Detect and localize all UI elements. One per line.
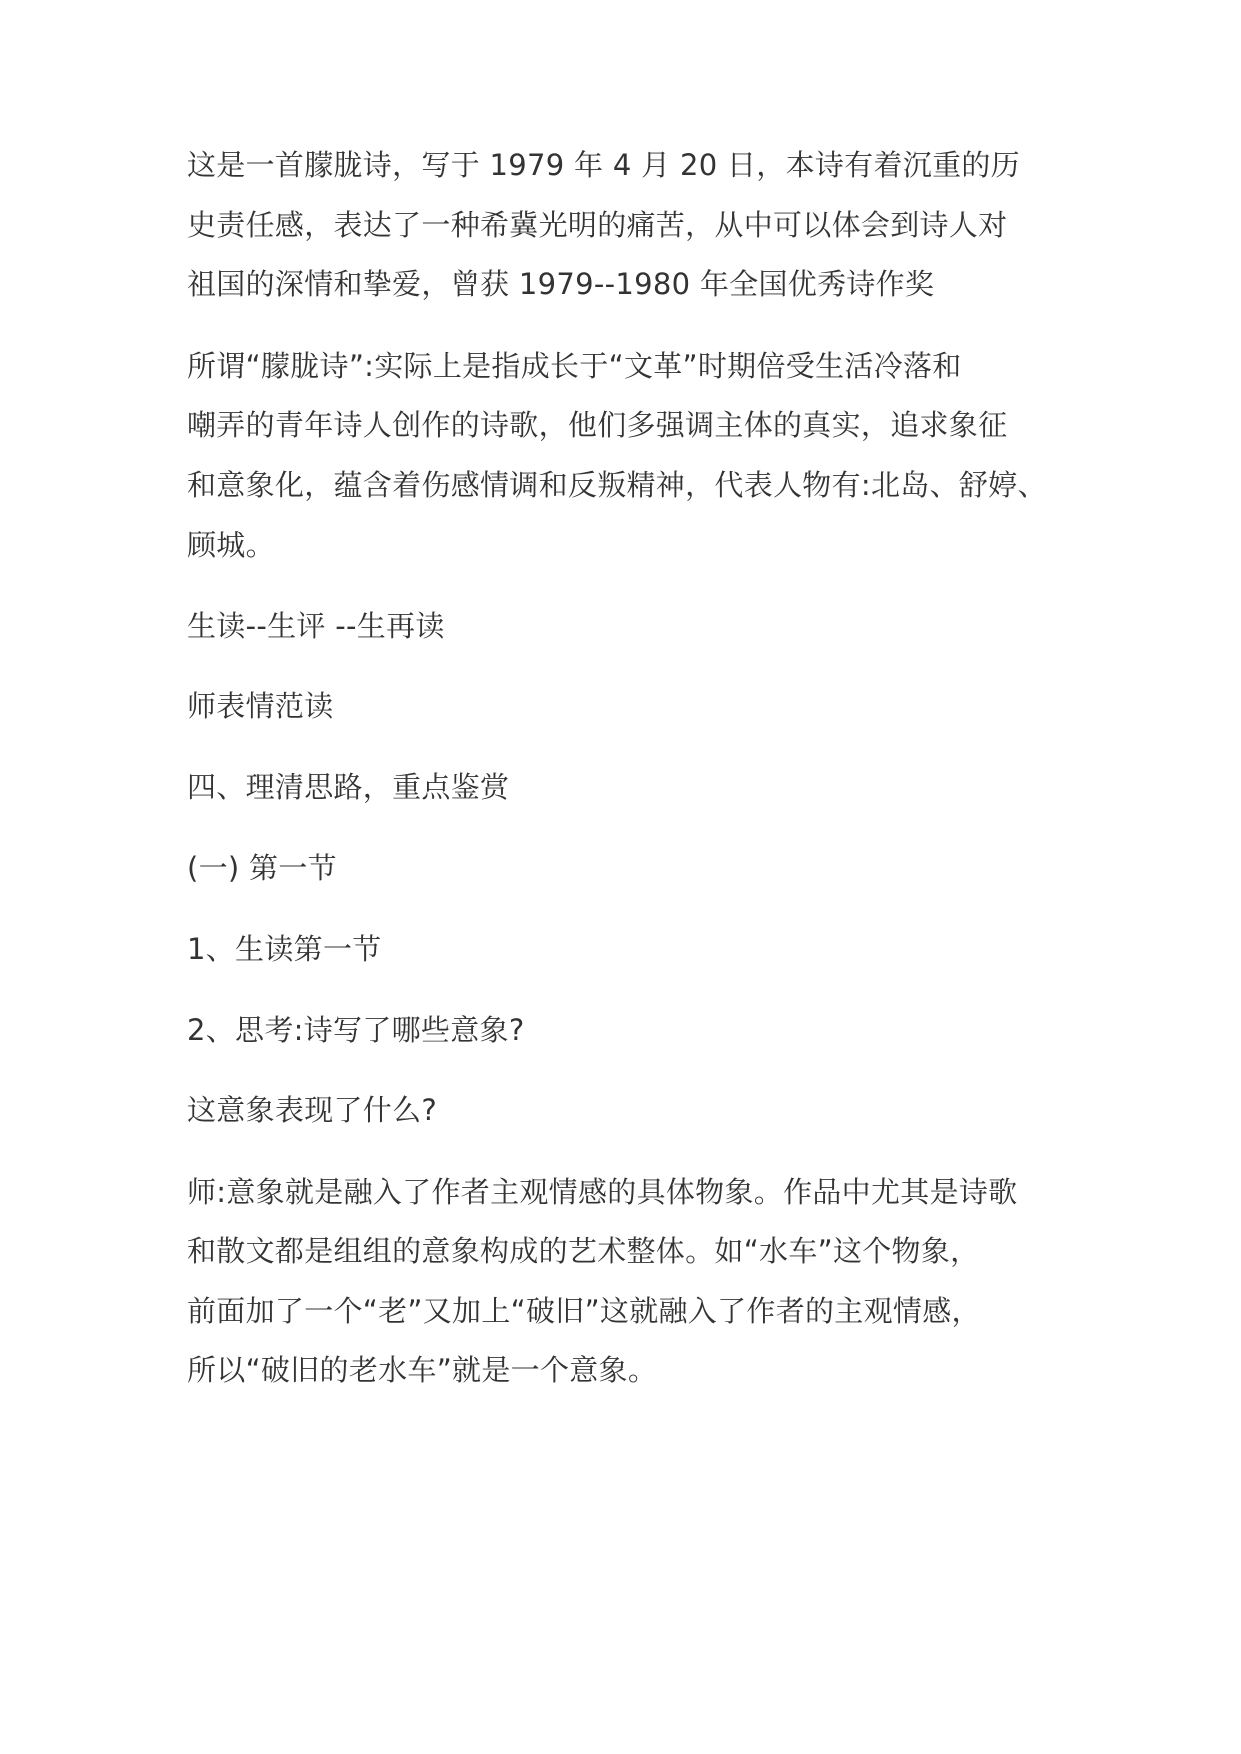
- paragraph-3-line-4: 所以“破旧的老水车”就是一个意象。: [187, 1353, 658, 1387]
- teacher-reading: 师表情范读: [187, 689, 334, 723]
- question: 这意象表现了什么?: [187, 1093, 438, 1127]
- subsection-heading: (一) 第一节: [187, 851, 337, 885]
- paragraph-1-line-1: 这是一首朦胧诗，写于 1979 年 4 月 20 日，本诗有着沉重的历: [187, 148, 1020, 182]
- paragraph-2-line-1: 所谓“朦胧诗”:实际上是指成长于“文革”时期倍受生活冷落和: [187, 349, 962, 383]
- reading-steps: 生读--生评 --生再读: [187, 609, 445, 643]
- paragraph-1-line-2: 史责任感，表达了一种希冀光明的痛苦，从中可以体会到诗人对: [187, 208, 1008, 242]
- paragraph-2-line-2: 嘲弄的青年诗人创作的诗歌，他们多强调主体的真实，追求象征: [187, 408, 1008, 442]
- paragraph-1-line-3: 祖国的深情和挚爱，曾获 1979--1980 年全国优秀诗作奖: [187, 267, 935, 301]
- paragraph-3-line-2: 和散文都是组组的意象构成的艺术整体。如“水车”这个物象，: [187, 1234, 980, 1268]
- task-1: 1、生读第一节: [187, 932, 382, 966]
- paragraph-2-line-4: 顾城。: [187, 528, 275, 562]
- paragraph-3-line-3: 前面加了一个“老”又加上“破旧”这就融入了作者的主观情感，: [187, 1294, 981, 1328]
- paragraph-2-line-3: 和意象化，蕴含着伤感情调和反叛精神，代表人物有:北岛、舒婷、: [187, 468, 1047, 502]
- section-heading: 四、理清思路，重点鉴赏: [187, 770, 510, 804]
- paragraph-3-line-1: 师:意象就是融入了作者主观情感的具体物象。作品中尤其是诗歌: [187, 1175, 1018, 1209]
- task-2: 2、思考:诗写了哪些意象?: [187, 1013, 525, 1047]
